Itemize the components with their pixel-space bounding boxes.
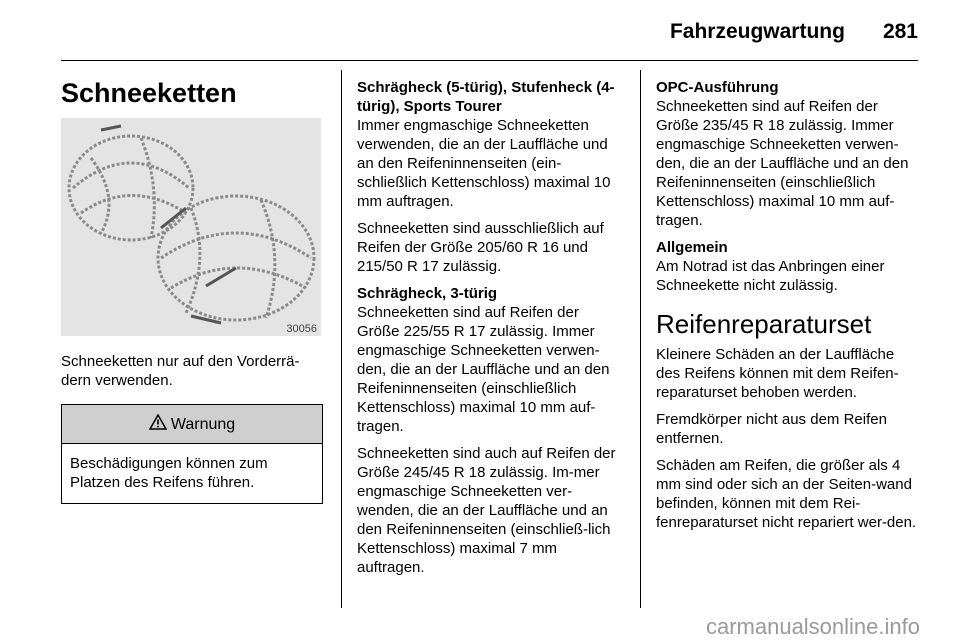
column-1 bbox=[61, 78, 323, 504]
page-number: 281 bbox=[882, 20, 918, 43]
paragraph: Schneeketten sind auch auf Reifen der Größe 245/45 R 18 zulässig. Im-mer engmaschige Schneeketten ver-wenden, die an der Lauffläche und an den Reifeninnenseiten (einschließ-lich Kettenschloss) maximal 7 mm auftragen. bbox=[357, 445, 616, 576]
heading-opc: OPC-Ausführung bbox=[656, 79, 779, 96]
paragraph: Schneeketten sind auf Reifen der Größe 225/55 R 17 zulässig. Immer engmaschige Schneeketten verwen-den, die an der Lauffläche und an den Reifeninnenseiten (einschließlich Kettenschloss) maximal 10 mm auf-tragen. bbox=[357, 304, 610, 435]
column-2 bbox=[357, 78, 625, 585]
warning-box bbox=[61, 404, 323, 504]
heading-general: Allgemein bbox=[656, 239, 728, 256]
warning-body: Beschädigungen können zum Platzen des Reifens führen. bbox=[70, 455, 268, 491]
header-divider bbox=[61, 60, 918, 61]
paragraph: Am Notrad ist das Anbringen einer Schneekette nicht zulässig. bbox=[656, 258, 885, 294]
paragraph: Fremdkörper nicht aus dem Reifen entfernen. bbox=[656, 411, 887, 447]
warning-header bbox=[62, 405, 322, 444]
snow-chain-drawing bbox=[61, 118, 321, 336]
paragraph: Kleinere Schäden an der Lauffläche des Reifens können mit dem Reifen-reparaturset behoben werden. bbox=[656, 346, 899, 401]
block-hatchback-5door bbox=[357, 78, 625, 276]
block-opc bbox=[656, 78, 922, 230]
section-title-snow-chains: Schneeketten bbox=[61, 78, 237, 108]
page-header bbox=[670, 12, 918, 52]
paragraph: Schäden am Reifen, die größer als 4 mm sind oder sich an der Seiten-wand befinden, können mit dem Rei-fenreparaturset nicht repariert wer-den. bbox=[656, 457, 917, 531]
section-name: Fahrzeugwartung bbox=[669, 20, 845, 43]
snow-chains-illustration bbox=[61, 118, 321, 336]
paragraph: Immer engmaschige Schneeketten verwenden, die an der Lauffläche und an den Reifeninnenseiten (ein-schließlich Kettenschloss) maximal 10 mm auftragen. bbox=[357, 117, 611, 210]
heading-hatchback-3door: Schrägheck, 3-türig bbox=[357, 285, 498, 302]
figure-id: 30056 bbox=[286, 323, 317, 335]
paragraph: Schneeketten sind auf Reifen der Größe 235/45 R 18 zulässig. Immer engmaschige Schneeketten verwen-den, die an der Lauffläche und an den Reifeninnenseiten (einschließlich Kettenschloss) maximal 10 mm auf-tragen. bbox=[656, 98, 909, 229]
column-3 bbox=[656, 78, 922, 540]
watermark: carmanualsonline.info bbox=[705, 614, 920, 639]
warning-title: Warnung bbox=[170, 415, 236, 433]
heading-hatchback-5door: Schrägheck (5-türig), Stufenheck (4-türig), Sports Tourer bbox=[357, 79, 615, 115]
block-general bbox=[656, 238, 922, 295]
figure-caption: Schneeketten nur auf den Vorderrä-dern verwenden. bbox=[61, 353, 300, 389]
warning-triangle-icon bbox=[149, 414, 167, 435]
column-divider-2 bbox=[640, 70, 641, 608]
section-title-tyre-repair-kit: Reifenreparaturset bbox=[656, 309, 872, 339]
column-divider-1 bbox=[341, 70, 342, 608]
block-hatchback-3door bbox=[357, 284, 625, 577]
paragraph: Schneeketten sind ausschließlich auf Reifen der Größe 205/60 R 16 und 215/50 R 17 zulässig. bbox=[357, 220, 604, 275]
